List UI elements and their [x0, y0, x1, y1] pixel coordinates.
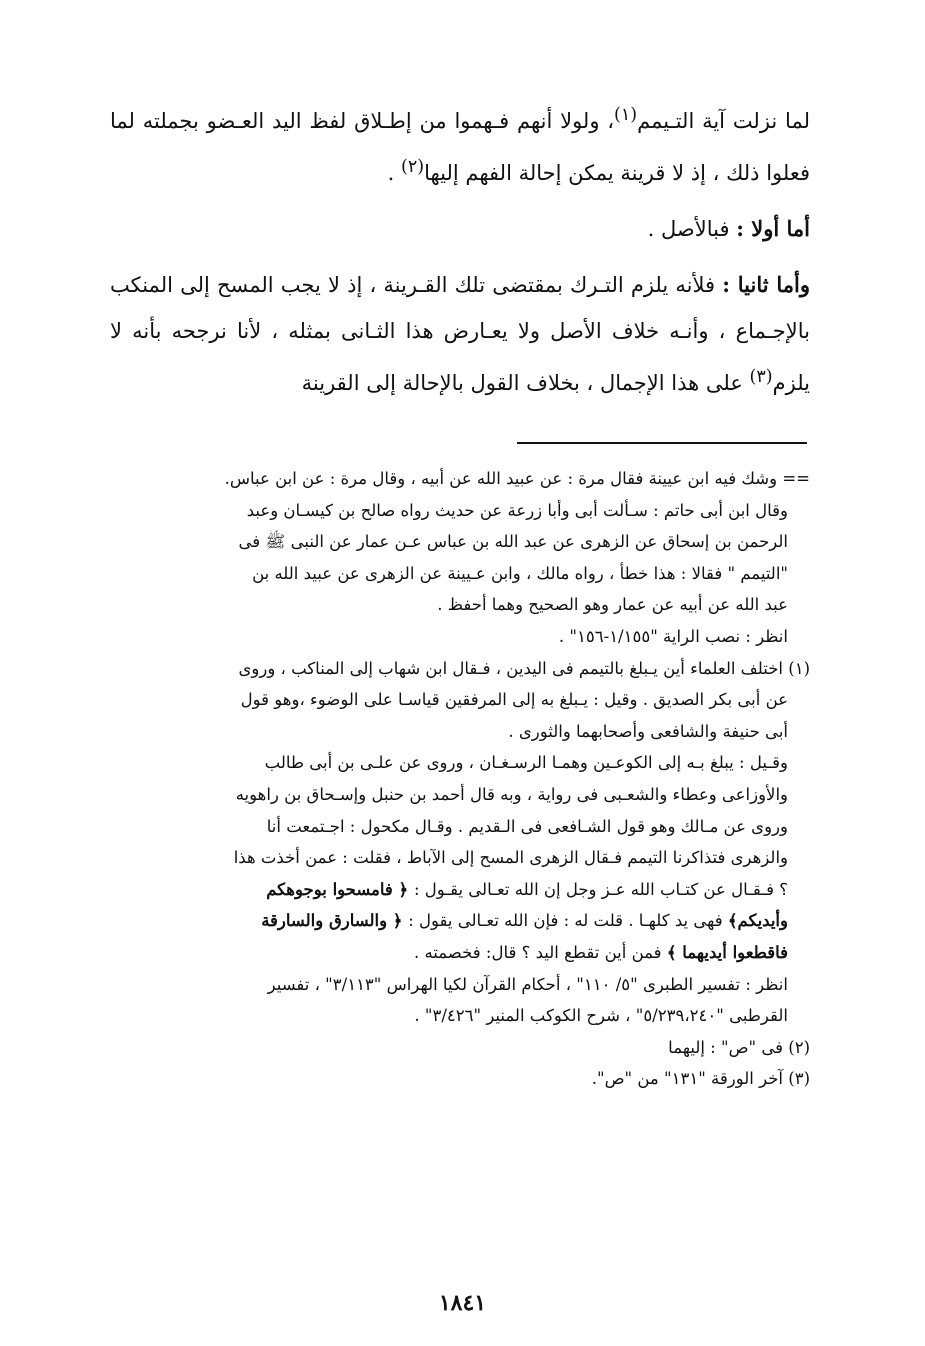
footnote-ref-1: (١) — [614, 105, 638, 125]
footnote-line: وروى عن مـالك وهو قول الشـافعى فى الـقديم . وقـال مكحول : اجـتمعت أنا — [266, 816, 788, 836]
quran-verse: ﴿ فامسحوا بوجوهكم — [266, 879, 414, 899]
footnote-line: فاقطعوا أيديهما ﴾ فمن أين تقطع اليد ؟ قال: فخصمته . — [413, 942, 788, 962]
quran-verse: وأيديكم﴾ — [727, 911, 788, 931]
paragraph-2: أما أولا : فبالأصل . — [647, 216, 810, 241]
footnote-1: (١) اختلف العلماء أين يـبلغ بالتيمم فى اليدين ، فـقال ابن شهاب إلى المناكب ، وروى — [238, 658, 810, 678]
footnote-2: (٢) فى "ص" : إليهما — [668, 1037, 810, 1057]
quran-verse: فاقطعوا أيديهما ﴾ — [666, 942, 788, 962]
quran-verse: ﴿ والسارق والسارقة — [261, 911, 409, 931]
paragraph-3: وأما ثانيا : فلأنه يلزم التـرك بمقتضى تلك القـرينة ، إذ لا يجب المسح إلى المنكب بالإجـماع ، وأنـه خلاف الأصل ولا يعـارض هذا الثـانى بمثله ، لأنا نرجحه بأنه لا يلزم$^{(٣)}$ على هذا الإجمال ، بخلاف القول بالإحالة إلى القرينة — [110, 272, 811, 395]
footnote-ref-2: (٢) — [401, 157, 425, 177]
footnote-line: عن أبى بكر الصديق . وقيل : يـبلغ به إلى المرفقين قياسـا على الوضوء ،وهو قول — [240, 690, 788, 710]
heading-second: وأما ثانيا : — [722, 272, 811, 297]
footnote-line: == وشك فيه ابن عيينة فقال مرة : عن عبيد الله عن أبيه ، وقال مرة : عن ابن عباس. — [224, 469, 810, 488]
footnote-separator — [517, 442, 807, 444]
footnote-line: أبى حنيفة والشافعى وأصحابهما والثورى . — [508, 721, 788, 741]
footnotes — [110, 463, 810, 1095]
paragraph-1: لما نزلت آية التـيمم$^{(١)}$، ولولا أنهم فـهموا من إطـلاق لفظ اليد العـضو بجملته لما فعلوا ذلك ، إذ لا قرينة يمكن إحالة الفهم إليها$^{(٢)}$ . — [110, 105, 810, 185]
footnote-line: الرحمن بن إسحاق عن الزهرى عن عبد الله بن عباس عـن عمار عن النبى ﷺ فى — [238, 532, 788, 552]
footnote-line: والزهرى فتذاكرنا التيمم فـقال الزهرى المسح إلى الآباط ، فقلت : عمن أخذت هذا — [233, 848, 788, 868]
heading-first: أما أولا : — [736, 216, 810, 241]
footnote-line: عبد الله عن أبيه عن عمار وهو الصحيح وهما أحفظ . — [437, 595, 788, 615]
footnote-line: والأوزاعى وعطاء والشعـبى فى رواية ، وبه قال أحمد بن حنبل وإسـحاق بن راهويه — [235, 784, 788, 804]
footnote-line: وأيديكم﴾ فهى يد كلهـا . قلت له : فإن الله تعـالى يقول : ﴿ والسارق والسارقة — [261, 911, 788, 931]
footnote-ref-3: (٣) — [749, 367, 773, 387]
footnote-line: القرطبى "٥/٢٣٩،٢٤٠" ، شرح الكوكب المنير "٣/٤٢٦" . — [414, 1006, 788, 1026]
footnote-line: وقال ابن أبى حاتم : سـألت أبى وأبا زرعة عن حديث رواه صالح بن كيسـان وعبد — [246, 500, 788, 520]
footnote-line: انظر : تفسير الطبرى "٥/ ١١٠" ، أحكام القرآن لكيا الهراس "٣/١١٣" ، تفسير — [267, 974, 788, 994]
footnote-line: انظر : نصب الراية "١/١٥٥-١٥٦" . — [558, 626, 788, 646]
footnote-line: ؟ فـقـال عن كتـاب الله عـز وجل إن الله تعـالى يقـول : ﴿ فامسحوا بوجوهكم — [266, 879, 788, 899]
main-text — [110, 92, 810, 406]
footnote-line: وقـيل : يبلغ بـه إلى الكوعـين وهمـا الرسـغـان ، وروى عن علـى بن أبى طالب — [264, 753, 788, 773]
page-number: ١٨٤١ — [438, 1290, 487, 1316]
footnote-3: (٣) آخر الورقة "١٣١" من "ص". — [591, 1069, 810, 1089]
footnote-line: "التيمم " فقالا : هذا خطأ ، رواه مالك ، وابن عـيينة عن الزهرى عن عبيد الله بن — [252, 563, 788, 583]
